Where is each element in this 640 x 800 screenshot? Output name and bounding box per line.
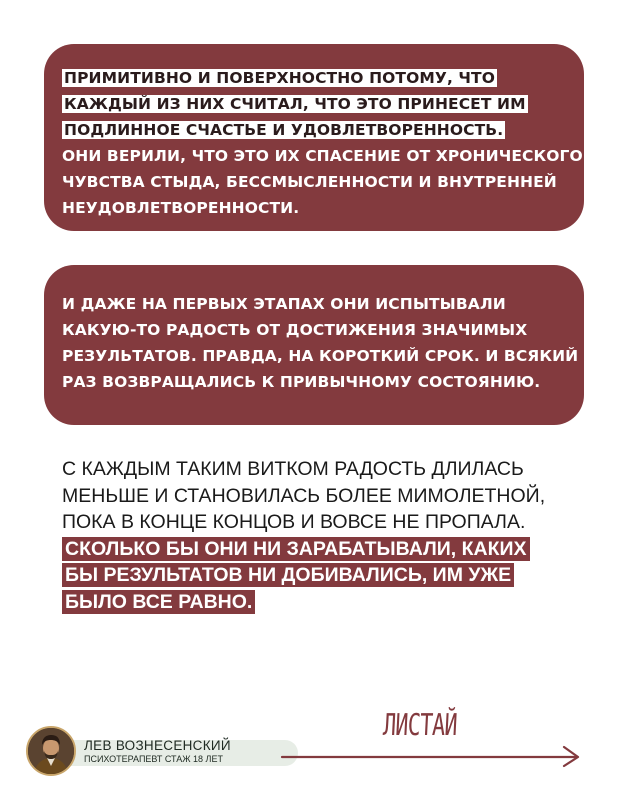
swipe-label[interactable]: ЛИСТАЙ [382, 708, 458, 743]
paragraph-line-1: С КАЖДЫМ ТАКИМ ВИТКОМ РАДОСТЬ ДЛИЛАСЬ [62, 458, 524, 480]
card1-line-4: ОНИ ВЕРИЛИ, ЧТО ЭТО ИХ СПАСЕНИЕ ОТ ХРОНИЧЕСКОГО [62, 147, 583, 165]
swipe-arrow-icon[interactable] [280, 744, 590, 768]
portrait-icon [28, 728, 74, 774]
card1-line-5: ЧУВСТВА СТЫДА, БЕССМЫСЛЕННОСТИ И ВНУТРЕННЕЙ [62, 173, 557, 191]
card1-highlight-line-2: КАЖДЫЙ ИЗ НИХ СЧИТАЛ, ЧТО ЭТО ПРИНЕСЕТ ИМ [64, 95, 526, 113]
card1-highlight-line-1: ПРИМИТИВНО И ПОВЕРХНОСТНО ПОТОМУ, ЧТО [64, 69, 496, 87]
paragraph-line-3: ПОКА В КОНЦЕ КОНЦОВ И ВОВСЕ НЕ ПРОПАЛА. [62, 511, 526, 533]
card1-highlight-line-3: ПОДЛИННОЕ СЧАСТЬЕ И УДОВЛЕТВОРЕННОСТЬ. [64, 121, 504, 139]
body-paragraph [62, 456, 602, 615]
text-card-2 [44, 265, 584, 425]
paragraph-highlight-line-2: БЫ РЕЗУЛЬТАТОВ НИ ДОБИВАЛИСЬ, ИМ УЖЕ [62, 562, 602, 589]
text-card-1 [44, 44, 584, 231]
card2-line-1: И ДАЖЕ НА ПЕРВЫХ ЭТАПАХ ОНИ ИСПЫТЫВАЛИ [62, 295, 506, 313]
paragraph-highlight-line-3: БЫЛО ВСЕ РАВНО. [62, 589, 602, 616]
author-name: ЛЕВ ВОЗНЕСЕНСКИЙ [84, 738, 231, 753]
card2-line-2: КАКУЮ-ТО РАДОСТЬ ОТ ДОСТИЖЕНИЯ ЗНАЧИМЫХ [62, 321, 528, 339]
author-title: ПСИХОТЕРАПЕВТ СТАЖ 18 ЛЕТ [84, 754, 223, 764]
avatar [26, 726, 76, 776]
paragraph-highlight-line-1: СКОЛЬКО БЫ ОНИ НИ ЗАРАБАТЫВАЛИ, КАКИХ [62, 536, 602, 563]
card2-line-3: РЕЗУЛЬТАТОВ. ПРАВДА, НА КОРОТКИЙ СРОК. И ВСЯКИЙ [62, 347, 579, 365]
card1-line-6: НЕУДОВЛЕТВОРЕННОСТИ. [62, 199, 300, 217]
paragraph-line-2: МЕНЬШЕ И СТАНОВИЛАСЬ БОЛЕЕ МИМОЛЕТНОЙ, [62, 484, 546, 507]
card2-line-4: РАЗ ВОЗВРАЩАЛИСЬ К ПРИВЫЧНОМУ СОСТОЯНИЮ. [62, 373, 541, 391]
